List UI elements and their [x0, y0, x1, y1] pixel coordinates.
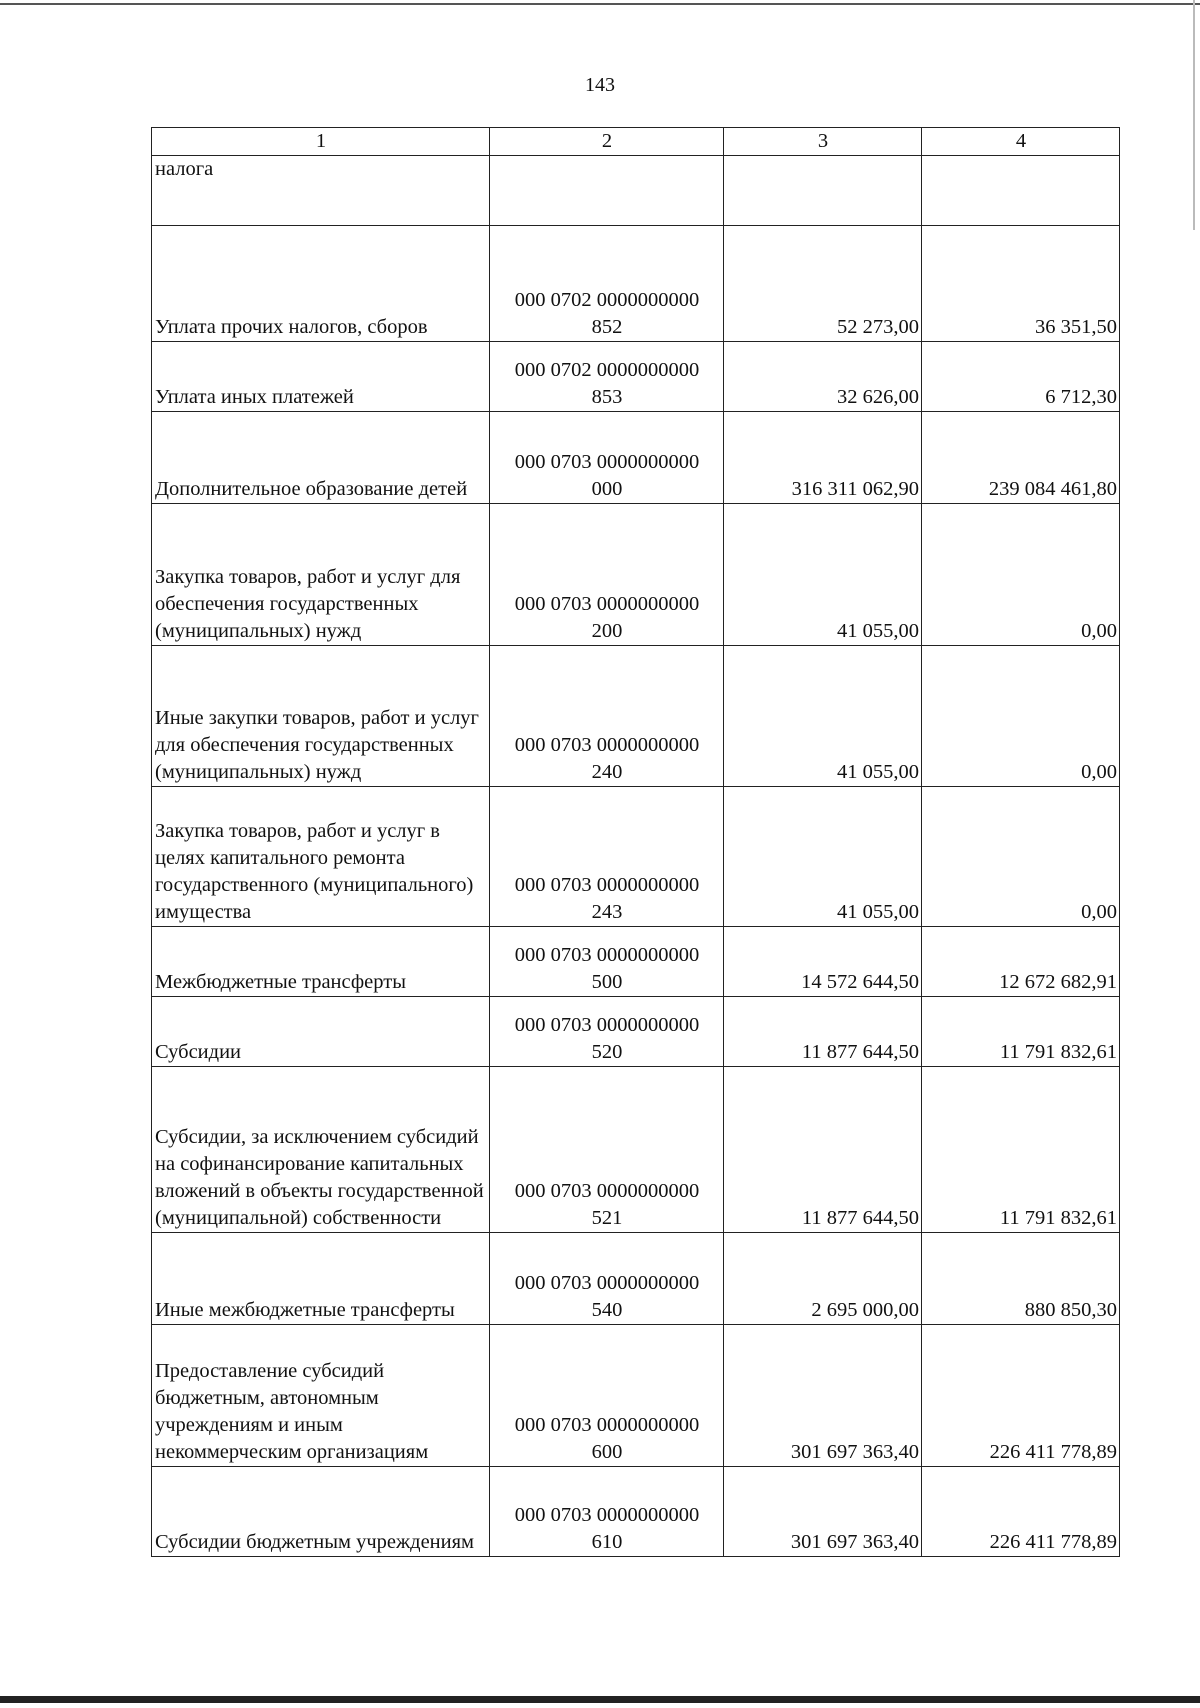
row-code: [490, 1233, 724, 1325]
code-prefix: 000 0703 0000000000: [514, 1504, 700, 1526]
code-suffix: 000: [591, 478, 623, 500]
row-value-col3: 301 697 363,40: [724, 1467, 922, 1557]
row-value-col3: 41 055,00: [724, 646, 922, 787]
row-value-col3: 14 572 644,50: [724, 927, 922, 997]
row-name: Иные закупки товаров, работ и услуг для обеспечения государственных (муниципальных) нужд: [152, 646, 490, 787]
code-suffix: 853: [591, 386, 623, 408]
table-row: [152, 1233, 1120, 1325]
code-suffix: 540: [591, 1299, 623, 1321]
right-scan-edge: [1193, 0, 1195, 230]
table-row: [152, 1467, 1120, 1557]
code-prefix: 000 0703 0000000000: [514, 1180, 700, 1202]
row-name: Закупка товаров, работ и услуг в целях капитального ремонта государственного (муниципального) имущества: [152, 787, 490, 927]
table-body: [152, 156, 1120, 1557]
row-code: [490, 1467, 724, 1557]
code-suffix: 200: [591, 620, 623, 642]
row-value-col3: [724, 156, 922, 226]
row-code: [490, 927, 724, 997]
row-value-col4: [922, 156, 1120, 226]
row-code: [490, 504, 724, 646]
row-value-col4: 880 850,30: [922, 1233, 1120, 1325]
row-value-col4: 12 672 682,91: [922, 927, 1120, 997]
row-value-col4: 239 084 461,80: [922, 412, 1120, 504]
row-value-col4: 226 411 778,89: [922, 1325, 1120, 1467]
row-code: [490, 156, 724, 226]
table-row: [152, 927, 1120, 997]
code-prefix: 000 0703 0000000000: [514, 593, 700, 615]
row-value-col3: 41 055,00: [724, 504, 922, 646]
table-row: [152, 646, 1120, 787]
row-value-col4: 0,00: [922, 504, 1120, 646]
code-suffix: 521: [591, 1207, 623, 1229]
row-value-col4: 36 351,50: [922, 226, 1120, 342]
code-prefix: 000 0703 0000000000: [514, 1014, 700, 1036]
row-code: [490, 342, 724, 412]
code-prefix: 000 0703 0000000000: [514, 874, 700, 896]
page-number: 143: [585, 74, 615, 96]
row-name: налога: [152, 156, 490, 226]
top-scan-edge: [0, 3, 1200, 5]
code-suffix: 520: [591, 1041, 623, 1063]
row-name: Иные межбюджетные трансферты: [152, 1233, 490, 1325]
row-value-col4: 0,00: [922, 646, 1120, 787]
row-name: Уплата иных платежей: [152, 342, 490, 412]
table-row: [152, 997, 1120, 1067]
row-code: [490, 1325, 724, 1467]
row-name: Дополнительное образование детей: [152, 412, 490, 504]
code-suffix: 852: [591, 316, 623, 338]
column-header-1: 1: [152, 128, 490, 156]
row-value-col3: 11 877 644,50: [724, 1067, 922, 1233]
row-value-col4: 6 712,30: [922, 342, 1120, 412]
row-name: Закупка товаров, работ и услуг для обеспечения государственных (муниципальных) нужд: [152, 504, 490, 646]
column-header-4: 4: [922, 128, 1120, 156]
header-row: [152, 128, 1120, 156]
code-prefix: 000 0703 0000000000: [514, 944, 700, 966]
column-header-2: 2: [490, 128, 724, 156]
code-prefix: 000 0703 0000000000: [514, 734, 700, 756]
budget-table: [151, 127, 1120, 1557]
table-row: [152, 1325, 1120, 1467]
row-value-col3: 316 311 062,90: [724, 412, 922, 504]
table-header: [152, 128, 1120, 156]
row-value-col3: 32 626,00: [724, 342, 922, 412]
code-suffix: 500: [591, 971, 623, 993]
row-name: Субсидии, за исключением субсидий на софинансирование капитальных вложений в объекты государственной (муниципальной) собственности: [152, 1067, 490, 1233]
row-value-col4: 11 791 832,61: [922, 997, 1120, 1067]
row-code: [490, 226, 724, 342]
table-row: [152, 504, 1120, 646]
row-name: Предоставление субсидий бюджетным, автономным учреждениям и иным некоммерческим организациям: [152, 1325, 490, 1467]
row-value-col4: 11 791 832,61: [922, 1067, 1120, 1233]
table-row: [152, 787, 1120, 927]
code-suffix: 240: [591, 761, 623, 783]
row-value-col3: 52 273,00: [724, 226, 922, 342]
code-prefix: 000 0703 0000000000: [514, 1414, 700, 1436]
row-name: Межбюджетные трансферты: [152, 927, 490, 997]
code-prefix: 000 0702 0000000000: [514, 289, 700, 311]
bottom-scan-edge: [0, 1696, 1200, 1703]
row-name: Субсидии бюджетным учреждениям: [152, 1467, 490, 1557]
row-value-col3: 301 697 363,40: [724, 1325, 922, 1467]
table-row: [152, 1067, 1120, 1233]
row-code: [490, 1067, 724, 1233]
row-value-col3: 11 877 644,50: [724, 997, 922, 1067]
table-row: [152, 226, 1120, 342]
row-value-col4: 0,00: [922, 787, 1120, 927]
code-suffix: 600: [591, 1441, 623, 1463]
row-code: [490, 646, 724, 787]
column-header-3: 3: [724, 128, 922, 156]
code-suffix: 610: [591, 1531, 623, 1553]
row-name: Субсидии: [152, 997, 490, 1067]
row-value-col3: 41 055,00: [724, 787, 922, 927]
row-code: [490, 412, 724, 504]
code-suffix: 243: [591, 901, 623, 923]
code-prefix: 000 0703 0000000000: [514, 451, 700, 473]
row-code: [490, 787, 724, 927]
code-prefix: 000 0702 0000000000: [514, 359, 700, 381]
row-value-col3: 2 695 000,00: [724, 1233, 922, 1325]
table-row: [152, 412, 1120, 504]
row-name: Уплата прочих налогов, сборов: [152, 226, 490, 342]
row-code: [490, 997, 724, 1067]
table-row: [152, 156, 1120, 226]
table-row: [152, 342, 1120, 412]
code-prefix: 000 0703 0000000000: [514, 1272, 700, 1294]
row-value-col4: 226 411 778,89: [922, 1467, 1120, 1557]
